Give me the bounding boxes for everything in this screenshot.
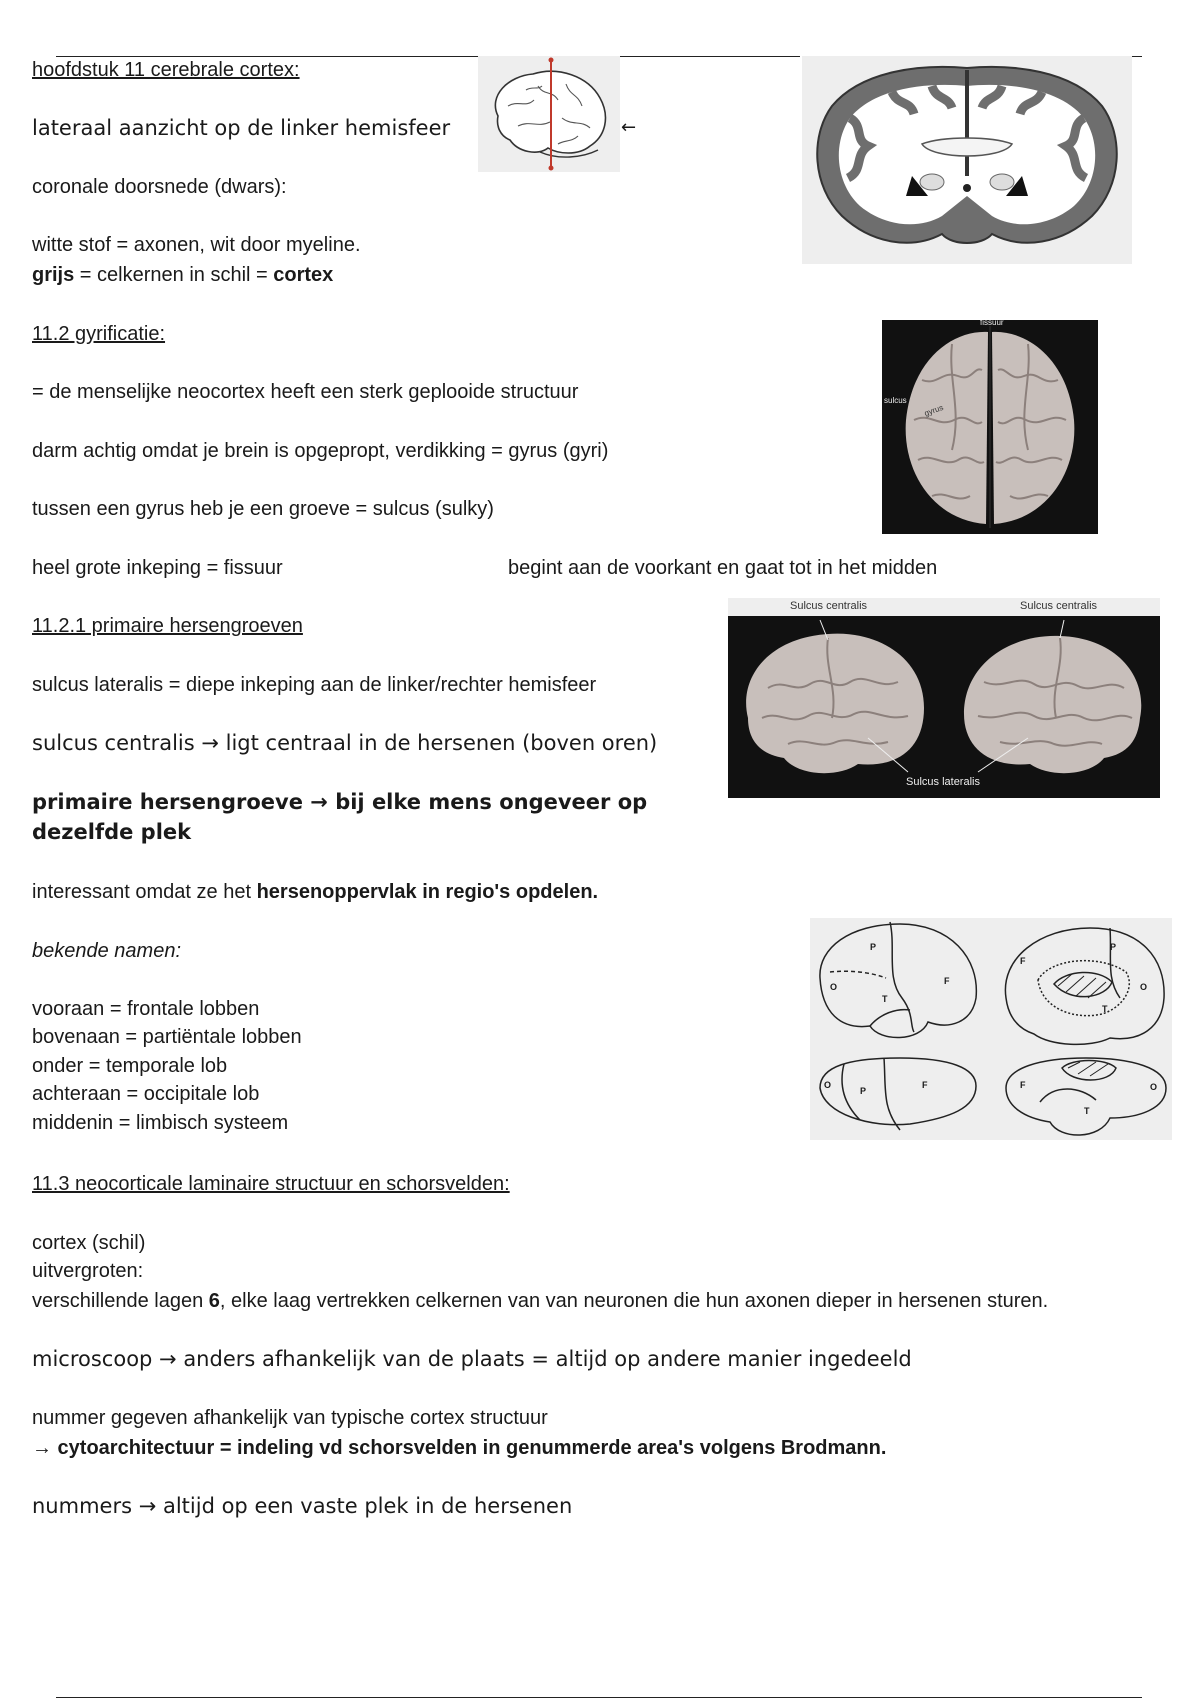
lobe-letter: T — [882, 994, 888, 1004]
lobes-drawing-svg — [810, 918, 1172, 1140]
interesting-pre: interessant omdat ze het — [32, 881, 257, 903]
lobe-item: middenin = limbisch systeem — [32, 1112, 289, 1134]
primary-sulci-heading: 11.2.1 primaire hersengroeven — [32, 615, 303, 637]
coronal-section-svg — [802, 56, 1132, 264]
lobe-letter: P — [860, 1086, 867, 1096]
top-rule-mid — [620, 56, 800, 57]
lateral-brains-photo — [728, 598, 1160, 798]
lateral-brains-svg — [728, 598, 1160, 798]
lobe-item: vooraan = frontale lobben — [32, 998, 260, 1020]
microscope-line: microscoop → anders afhankelijk van de plaats = altijd op andere manier ingedeeld — [32, 1347, 912, 1371]
neocortex-line: = de menselijke neocortex heeft een sterk geplooide structuur — [32, 381, 579, 403]
lobes-line-drawing — [810, 918, 1172, 1140]
white-matter-line: witte stof = axonen, wit door myeline. — [32, 234, 361, 256]
known-names-label: bekende namen: — [32, 940, 182, 962]
lobe-letter: O — [830, 982, 838, 992]
arrow-left-glyph: ← — [621, 117, 637, 138]
fissuur-note: begint aan de voorkant en gaat tot in het midden — [508, 557, 938, 579]
sulcus-centralis-right-label: Sulcus centralis — [1020, 600, 1098, 612]
top-view-brain-svg — [882, 320, 1098, 534]
laminar-heading: 11.3 neocorticale laminaire structuur en schorsvelden: — [32, 1173, 510, 1195]
lobe-letter: T — [1102, 1004, 1108, 1014]
gyrus-label: gyrus — [923, 402, 945, 419]
interesting-bold: hersenoppervlak in regio's opdelen. — [256, 881, 599, 903]
lobe-letter: O — [824, 1080, 832, 1090]
lobe-letter: P — [870, 942, 877, 952]
lobe-letter: F — [1020, 1080, 1026, 1090]
lateral-view-line: lateraal aanzicht op de linker hemisfeer — [32, 116, 451, 140]
lateral-brain-sketch — [478, 56, 620, 172]
cortex-shell-line: cortex (schil) — [32, 1232, 146, 1254]
grey-mid: = celkernen in schil = — [74, 264, 274, 286]
layers-count: 6 — [208, 1290, 220, 1312]
primary-sulcus-bold-1: primaire hersengroeve → bij elke mens ongeveer op — [32, 790, 648, 814]
chapter-heading: hoofdstuk 11 cerebrale cortex: — [32, 59, 300, 81]
lobe-letter: F — [922, 1080, 928, 1090]
layers-post: , elke laag vertrekken celkernen van van neuronen die hun axonen dieper in hersenen sturen. — [219, 1290, 1049, 1312]
layers-line — [32, 1287, 1048, 1315]
bottom-rule — [56, 1697, 1142, 1698]
lobe-letter: F — [1020, 956, 1026, 966]
primary-sulcus-bold-2: dezelfde plek — [32, 820, 192, 844]
fissuur-line: heel grote inkeping = fissuur — [32, 557, 283, 579]
sulcus-centralis-left-label: Sulcus centralis — [790, 600, 868, 612]
cytoarchitecture-line: → cytoarchitectuur = indeling vd schorsvelden in genummerde area's volgens Brodmann. — [32, 1437, 887, 1459]
grey-bold: grijs — [32, 264, 75, 286]
lobe-item: achteraan = occipitale lob — [32, 1083, 260, 1105]
gyrus-line: darm achtig omdat je brein is opgepropt, verdikking = gyrus (gyri) — [32, 440, 609, 462]
number-line: nummer gegeven afhankelijk van typische cortex structuur — [32, 1407, 548, 1429]
centralis-line: sulcus centralis → ligt centraal in de hersenen (boven oren) — [32, 731, 658, 755]
lobe-item: onder = temporale lob — [32, 1055, 228, 1077]
lobe-letter: T — [1084, 1106, 1090, 1116]
sulcus-label: sulcus — [884, 396, 907, 405]
gyrification-heading: 11.2 gyrificatie: — [32, 323, 166, 345]
coronal-line: coronale doorsnede (dwars): — [32, 176, 287, 198]
cortex-bold: cortex — [273, 264, 334, 286]
lobe-letter: F — [944, 976, 950, 986]
lateral-brain-svg — [478, 56, 620, 172]
lobe-letter: O — [1150, 1082, 1158, 1092]
numbers-fixed-line: nummers → altijd op een vaste plek in de hersenen — [32, 1494, 573, 1518]
coronal-section-figure — [802, 56, 1132, 264]
grey-matter-line — [32, 261, 333, 289]
lobe-item: bovenaan = partiëntale lobben — [32, 1026, 302, 1048]
sulcus-line: tussen een gyrus heb je een groeve = sulcus (sulky) — [32, 498, 494, 520]
fissuur-label: fissuur — [980, 320, 1004, 327]
lobe-letter: O — [1140, 982, 1148, 992]
sulcus-lateralis-label: Sulcus lateralis — [906, 776, 980, 788]
lateralis-line: sulcus lateralis = diepe inkeping aan de linker/rechter hemisfeer — [32, 674, 597, 696]
interesting-line — [32, 878, 598, 906]
enlarge-line: uitvergroten: — [32, 1260, 144, 1282]
lobe-letter: P — [1110, 942, 1117, 952]
top-view-brain-photo — [882, 320, 1098, 534]
layers-pre: verschillende lagen — [32, 1290, 209, 1312]
top-rule-right — [1132, 56, 1142, 57]
